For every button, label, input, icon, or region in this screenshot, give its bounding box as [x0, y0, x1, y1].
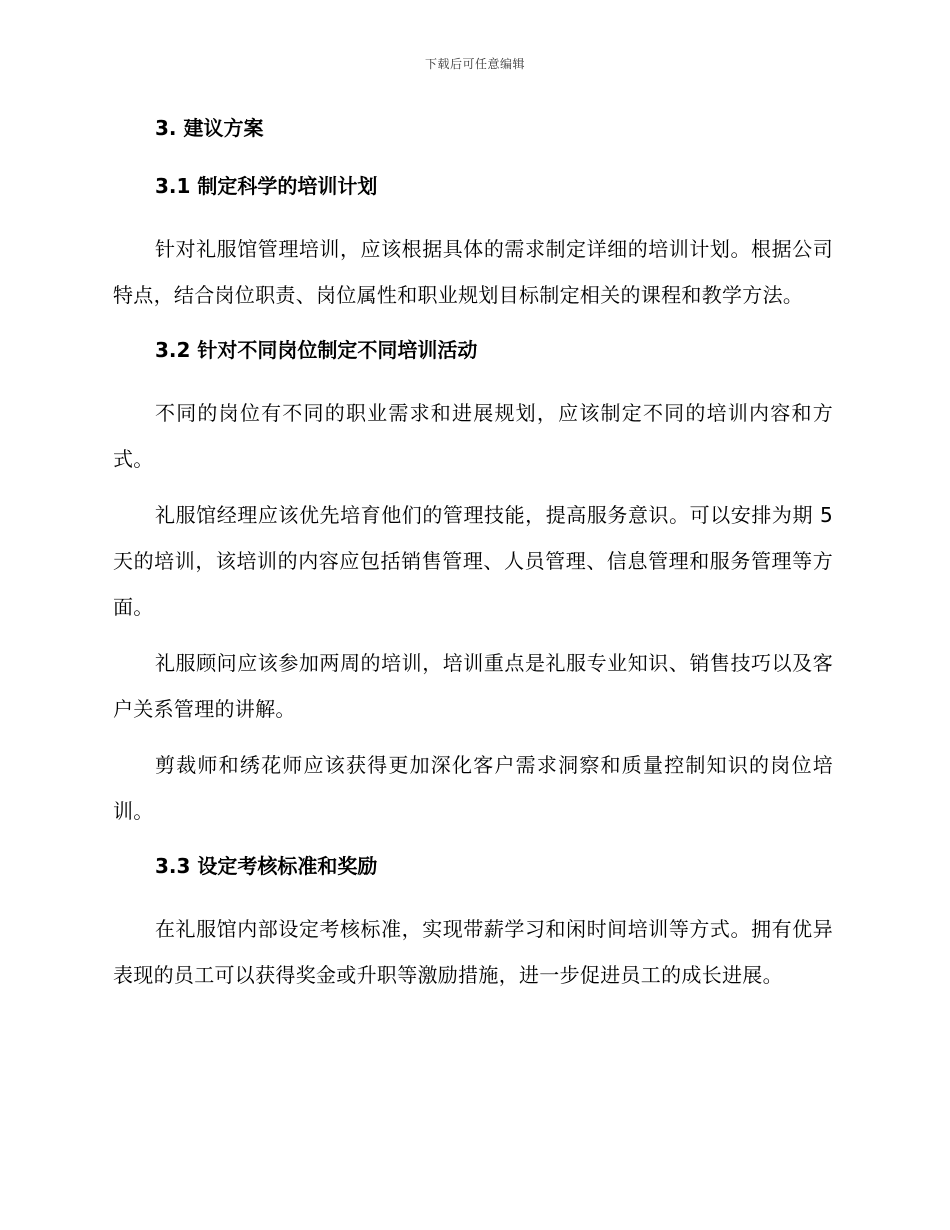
paragraph: 礼服顾问应该参加两周的培训，培训重点是礼服专业知识、销售技巧以及客户关系管理的讲解。: [113, 651, 833, 721]
paragraph: 不同的岗位有不同的职业需求和进展规划，应该制定不同的培训内容和方式。: [113, 401, 833, 471]
subsection-title-3-2: 3.2 针对不同岗位制定不同培训活动: [155, 338, 478, 362]
subsection-title-3-3: 3.3 设定考核标准和奖励: [155, 854, 378, 878]
document-body: [113, 112, 833, 1008]
page-header: 下载后可任意编辑: [424, 57, 525, 71]
paragraph: 礼服馆经理应该优先培育他们的管理技能，提高服务意识。可以安排为期 5 天的培训，该培训的内容应包括销售管理、人员管理、信息管理和服务管理等方面。: [113, 503, 833, 619]
section-title: 3. 建议方案: [155, 116, 264, 140]
paragraph: 在礼服馆内部设定考核标准，实现带薪学习和闲时间培训等方式。拥有优异表现的员工可以获得奖金或升职等激励措施，进一步促进员工的成长进展。: [113, 917, 833, 987]
paragraph: 针对礼服馆管理培训，应该根据具体的需求制定详细的培训计划。根据公司特点，结合岗位职责、岗位属性和职业规划目标制定相关的课程和教学方法。: [113, 237, 833, 307]
paragraph: 剪裁师和绣花师应该获得更加深化客户需求洞察和质量控制知识的岗位培训。: [113, 753, 833, 823]
subsection-title-3-1: 3.1 制定科学的培训计划: [155, 174, 378, 198]
